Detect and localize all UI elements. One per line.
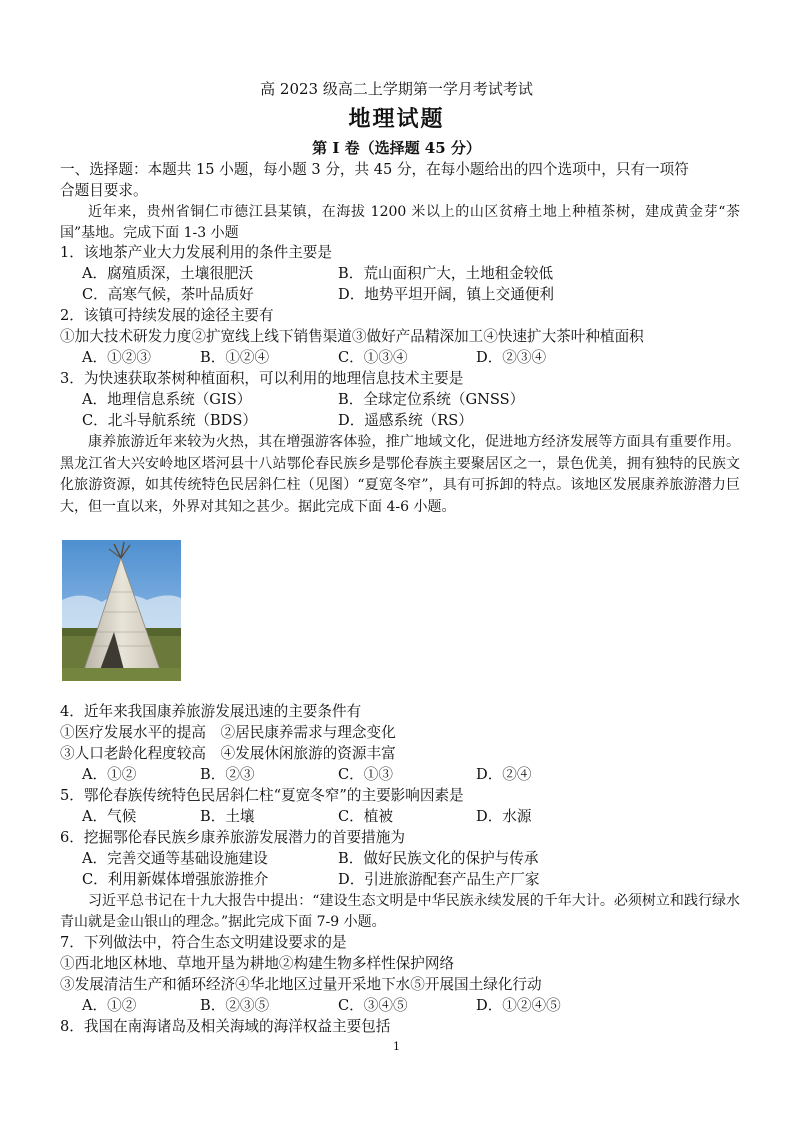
question-7-option-a: A．①②	[82, 997, 137, 1014]
question-6-option-c: C．利用新媒体增强旅游推介	[82, 871, 269, 888]
question-4-items-2: ③人口老龄化程度较高 ④发展休闲旅游的资源丰富	[60, 745, 396, 762]
question-7-option-d: D．①②④⑤	[476, 997, 561, 1014]
question-5-stem: 5．鄂伦春族传统特色民居斜仁柱“夏宽冬窄”的主要影响因素是	[60, 787, 464, 804]
question-7-items-1: ①西北地区林地、草地开垦为耕地②构建生物多样性保护网络	[60, 955, 455, 972]
question-6-option-row-2	[82, 870, 540, 890]
question-5-option-d: D．水源	[476, 808, 532, 825]
question-7-option-c: C．③④⑤	[338, 997, 408, 1014]
question-7-options	[82, 996, 561, 1016]
question-2-option-a: A．①②③	[82, 349, 151, 366]
exam-supertitle: 高 2023 级高二上学期第一学月考试考试	[260, 80, 533, 98]
question-3-stem: 3．为快速获取茶树种植面积，可以利用的地理信息技术主要是	[60, 370, 464, 387]
exam-title: 地理试题	[348, 106, 445, 132]
page-number: 1	[393, 1040, 400, 1053]
instructions-line-1: 一、选择题：本题共 15 小题，每小题 3 分，共 45 分，在每小题给出的四个选项中，只有一项符	[60, 161, 689, 178]
passage-tourism: 康养旅游近年来较为火热，其在增强游客体验，推广地域文化，促进地方经济发展等方面具有重要作用。黑龙江省大兴安岭地区塔河县十八站鄂伦春民族乡是鄂伦春族主要聚居区之一，景色优美，拥有独特的民族文化旅游资源，如其传统特色民居斜仁柱（见图）“夏宽冬窄”，具有可拆卸的特点。该地区发展康养旅游潜力巨大，但一直以来，外界对其知之甚少。据此完成下面 4-6 小题。	[60, 434, 740, 515]
question-3-option-c: C．北斗导航系统（BDS）	[82, 412, 257, 429]
instructions-line-2: 合题目要求。	[60, 182, 148, 199]
section-heading: 第 I 卷（选择题 45 分）	[312, 139, 481, 157]
question-6-option-row-1	[82, 849, 539, 869]
question-4-option-c: C．①③	[338, 766, 393, 783]
tent-illustration	[62, 540, 181, 681]
question-8-stem: 8．我国在南海诸岛及相关海域的海洋权益主要包括	[60, 1018, 391, 1035]
question-2-items: ①加大技术研发力度②扩宽线上线下销售渠道③做好产品精深加工④快速扩大茶叶种植面积	[60, 328, 644, 345]
question-7-option-b: B．②③⑤	[200, 997, 270, 1014]
question-1-option-d: D．地势平坦开阔，镇上交通便利	[338, 286, 555, 303]
question-1-stem: 1．该地茶产业大力发展利用的条件主要是	[60, 244, 332, 261]
question-4-option-d: D．②④	[476, 766, 532, 783]
question-5-option-a: A．气候	[82, 808, 137, 825]
question-4-option-b: B．②③	[200, 766, 255, 783]
question-1-option-a: A．腐殖质深，土壤很肥沃	[82, 265, 254, 282]
question-3-option-row-1	[82, 390, 525, 410]
question-1-option-c: C．高寒气候，茶叶品质好	[82, 286, 254, 303]
question-1-option-row-1	[82, 264, 554, 284]
question-4-items-1: ①医疗发展水平的提高 ②居民康养需求与理念变化	[60, 724, 396, 741]
passage-ecology: 习近平总书记在十九大报告中提出：“建设生态文明是中华民族永续发展的千年大计。必须树立和践行绿水青山就是金山银山的理念。”据此完成下面 7-9 小题。	[60, 893, 740, 930]
question-3-option-b: B．全球定位系统（GNSS）	[338, 391, 525, 408]
question-5-option-b: B．土壤	[200, 808, 255, 825]
question-6-option-a: A．完善交通等基础设施建设	[82, 850, 268, 867]
question-4-options	[82, 765, 532, 785]
question-7-stem: 7．下列做法中，符合生态文明建设要求的是	[60, 934, 347, 951]
question-6-stem: 6．挖掘鄂伦春民族乡康养旅游发展潜力的首要措施为	[60, 829, 405, 846]
question-6-option-d: D．引进旅游配套产品生产厂家	[338, 871, 540, 888]
question-2-stem: 2．该镇可持续发展的途径主要有	[60, 307, 274, 324]
question-5-option-c: C．植被	[338, 808, 393, 825]
question-2-options	[82, 348, 547, 368]
question-2-option-d: D．②③④	[476, 349, 547, 366]
question-3-option-row-2	[82, 411, 473, 431]
xierenzhu-dwelling-photo	[62, 540, 181, 681]
question-3-option-d: D．遥感系统（RS）	[338, 412, 473, 429]
question-2-option-c: C．①③④	[338, 349, 408, 366]
question-5-options	[82, 807, 532, 827]
passage-tea: 近年来，贵州省铜仁市德江县某镇，在海拔 1200 米以上的山区贫瘠土地上种植茶树，建成黄金芽“茶国”基地。完成下面 1-3 小题	[60, 204, 740, 241]
question-7-items-2: ③发展清洁生产和循环经济④华北地区过量开采地下水⑤开展国土绿化行动	[60, 976, 542, 993]
question-3-option-a: A．地理信息系统（GIS）	[82, 391, 252, 408]
question-1-option-row-2	[82, 285, 555, 305]
question-4-stem: 4．近年来我国康养旅游发展迅速的主要条件有	[60, 703, 362, 720]
question-1-option-b: B．荒山面积广大，土地租金较低	[338, 265, 554, 282]
question-4-option-a: A．①②	[82, 766, 137, 783]
question-6-option-b: B．做好民族文化的保护与传承	[338, 850, 539, 867]
question-2-option-b: B．①②④	[200, 349, 270, 366]
